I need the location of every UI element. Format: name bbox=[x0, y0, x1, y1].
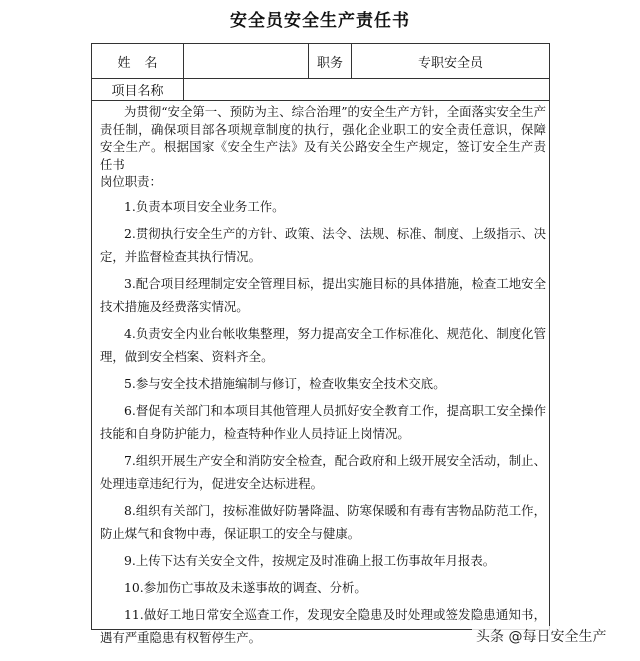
duty-item-1: 1.负责本项目安全业务工作。 bbox=[124, 198, 285, 214]
intro-paragraph: 为贯彻“安全第一、预防为主、综合治理”的安全生产方针，全面落实安全生产责任制，确保项目部各项规章制度的执行，强化企业职工的安全责任意识，保障安全生产。根据国家《安全生产法》及有关公路安全生产规定，签订安全生产责任书 bbox=[100, 104, 546, 172]
duty-item-2: 2.贯彻执行安全生产的方针、政策、法令、法规、标准、制度、上级指示、决定，并监督检查其执行情况。 bbox=[100, 225, 546, 264]
form-row-name-post bbox=[92, 44, 549, 79]
duty-item-4: 4.负责安全内业台帐收集整理，努力提高安全工作标准化、规范化、制度化管理，做到安全档案、资料齐全。 bbox=[100, 325, 546, 364]
source-watermark: 头条 @每日安全生产 bbox=[472, 626, 610, 646]
duty-item-5: 5.参与安全技术措施编制与修订，检查收集安全技术交底。 bbox=[124, 375, 446, 391]
duty-item-7: 7.组织开展生产安全和消防安全检查，配合政府和上级开展安全活动，制止、处理违章违纪行为，促进安全达标进程。 bbox=[100, 452, 546, 491]
form-row-project bbox=[92, 78, 549, 101]
project-label: 项目名称 bbox=[92, 78, 184, 100]
post-value-field[interactable]: 专职安全员 bbox=[417, 55, 483, 71]
duty-item-6: 6.督促有关部门和本项目其他管理人员抓好安全教育工作，提高职工安全操作技能和自身防护能力，检查特种作业人员持证上岗情况。 bbox=[100, 402, 546, 441]
document-title: 安全员安全生产责任书 bbox=[230, 11, 410, 31]
duty-item-8: 8.组织有关部门，按标准做好防暑降温、防寒保暖和有毒有害物品防范工作，防止煤气和食物中毒，保证职工的安全与健康。 bbox=[100, 502, 546, 541]
duty-item-3: 3.配合项目经理制定安全管理目标，提出实施目标的具体措施，检查工地安全技术措施及经费落实情况。 bbox=[100, 275, 546, 314]
post-label: 职务 bbox=[309, 44, 352, 78]
duties-heading: 岗位职责： bbox=[100, 174, 162, 189]
duty-item-11: 11.做好工地日常安全巡查工作，发现安全隐患及时处理或签发隐患通知书，遇有严重隐患有权暂停生产。 bbox=[100, 606, 546, 645]
name-value-field[interactable] bbox=[184, 44, 309, 78]
duty-item-10: 10.参加伤亡事故及未遂事故的调查、分析。 bbox=[124, 579, 367, 595]
name-label: 姓名 bbox=[92, 44, 184, 78]
project-value-field[interactable] bbox=[184, 78, 549, 100]
responsibility-body bbox=[100, 103, 546, 649]
duty-item-9: 9.上传下达有关安全文件，按规定及时准确上报工伤事故年月报表。 bbox=[124, 552, 496, 568]
